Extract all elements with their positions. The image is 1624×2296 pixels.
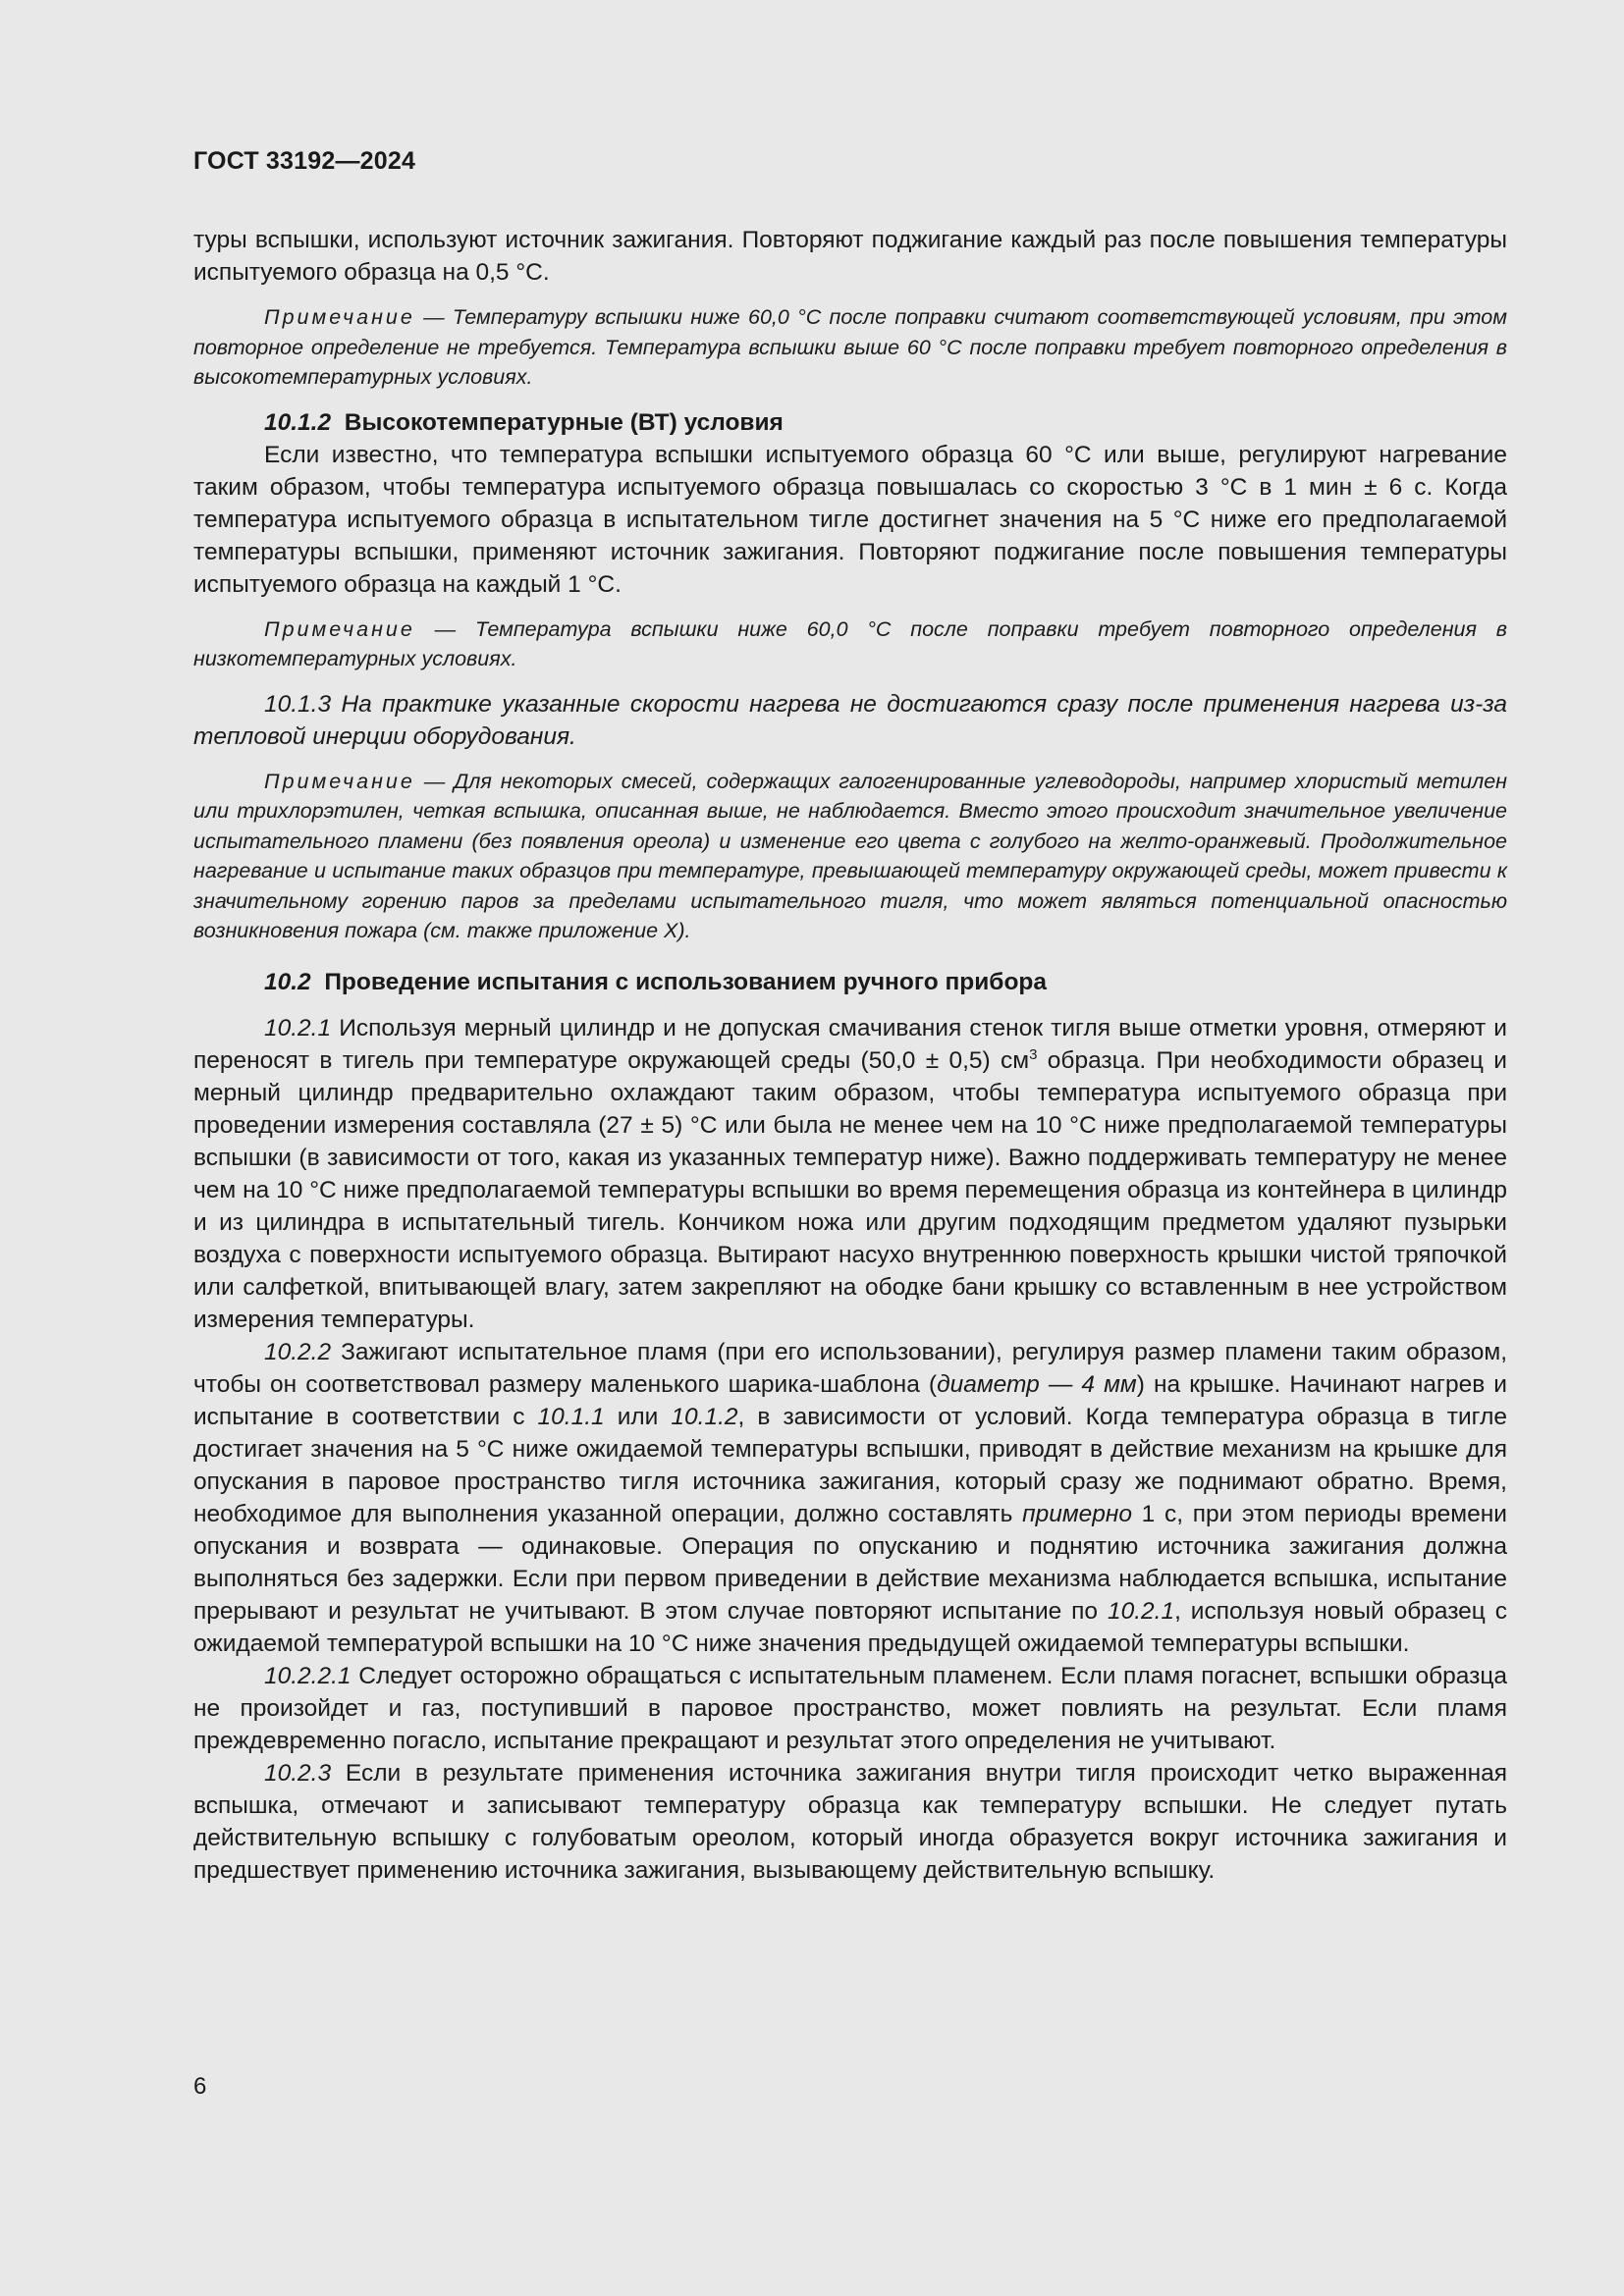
paragraph-10-2-2: [193, 1336, 1507, 1660]
clause-text: Зажигают испытательное пламя (при его использовании), регулируя размер пламени таким образом, чтобы он соответствовал размеру маленького шарика-шаблона (: [193, 1338, 1507, 1398]
section-number: 10.2: [264, 968, 311, 995]
diameter-note: диаметр — 4 мм: [937, 1370, 1137, 1398]
clause-number: 10.2.2: [264, 1338, 332, 1365]
section-10-2-heading: [193, 966, 1507, 998]
note-label: Примечание: [264, 305, 415, 329]
cross-reference: 10.2.1: [1107, 1597, 1175, 1625]
paragraph-10-2-2-1: [193, 1660, 1507, 1757]
section-title: Проведение испытания с использованием ручного прибора: [324, 968, 1047, 995]
clause-number: 10.2.2.1: [264, 1662, 352, 1689]
document-header: ГОСТ 33192—2024: [193, 147, 416, 175]
emphasis: примерно: [1022, 1500, 1132, 1527]
note-2: [193, 614, 1507, 674]
note-1: [193, 302, 1507, 393]
paragraph-10-2-3: [193, 1757, 1507, 1887]
clause-text: Следует осторожно обращаться с испытательным пламенем. Если пламя погаснет, вспышки образца не произойдет и газ, поступивший в паровое пространство, может повлиять на результат. Если пламя преждевременно погасло, испытание прекращают и результат этого определения не учитывают.: [193, 1662, 1507, 1754]
note-3-text: — Для некоторых смесей, содержащих галогенированные углеводороды, например хлористый метилен или трихлорэтилен, четкая вспышка, описанная выше, не наблюдается. Вместо этого происходит значительное увеличение испытательного пламени (без появления ореола) и изменение его цвета с голубого на желто-оранжевый. Продолжительное нагревание и испытание таких образцов при температуре, превышающей температуру окружающей среды, может привести к значительному горению паров за пределами испытательного тигля, что может являться потенциальной опасностью возникновения пожара (см. также приложение X).: [193, 769, 1507, 942]
clause-number: 10.2.1: [264, 1014, 332, 1041]
note-3: [193, 767, 1507, 946]
section-title: Высокотемпературные (ВТ) условия: [344, 408, 784, 436]
clause-number: 10.2.3: [264, 1759, 332, 1787]
paragraph-continuation: туры вспышки, используют источник зажигания. Повторяют поджигание каждый раз после повышения температуры испытуемого образца на 0,5 °С.: [193, 227, 1507, 286]
note-label: Примечание: [264, 616, 415, 641]
note-label: Примечание: [264, 769, 415, 793]
cross-reference: 10.1.1: [537, 1403, 605, 1430]
clause-text: , в зависимости от условий. Когда температура образца в тигле достигает значения на 5 °С ниже ожидаемой температуры вспышки, приводят в действие механизм на крышке для опускания в паровое пространство тигля источника зажигания, который сразу же поднимают обратно. Время, необходимое для выполнения указанной операции, должно составлять: [193, 1403, 1508, 1527]
superscript: 3: [1029, 1045, 1038, 1063]
paragraph-10-1-3: 10.1.3 На практике указанные скорости нагрева не достигаются сразу после применения нагрева из-за тепловой инерции оборудования.: [193, 690, 1507, 750]
clause-text: 1 с, при этом периоды времени опускания и возврата — одинаковые. Операция по опусканию и поднятию источника зажигания должна выполняться без задержки. Если при первом приведении в действие механизма наблюдается вспышка, испытание прерывают и результат не учитывают. В этом случае повторяют испытание по: [193, 1500, 1507, 1625]
clause-text: образца. При необходимости образец и мерный цилиндр предварительно охлаждают таким образом, чтобы температура испытуемого образца при проведении измерения составляла (27 ± 5) °С или была не менее чем на 10 °С ниже предполагаемой температуры вспышки (в зависимости от того, какая из указанных температур ниже). Важно поддерживать температуру не менее чем на 10 °С ниже предполагаемой температуры вспышки во время перемещения образца из контейнера в цилиндр и из цилиндра в испытательный тигель. Кончиком ножа или другим подходящим предметом удаляют пузырьки воздуха с поверхности испытуемого образца. Вытирают насухо внутреннюю поверхность крышки чистой тряпочкой или салфеткой, впитывающей влагу, затем закрепляют на ободке бани крышку со вставленным в нее устройством измерения температуры.: [193, 1046, 1507, 1333]
section-10-1-2-heading: [193, 406, 1507, 439]
clause-text: , используя новый образец с ожидаемой температурой вспышки на 10 °С ниже значения предыдущей ожидаемой температуры вспышки.: [193, 1597, 1507, 1657]
cross-reference: 10.1.2: [671, 1403, 738, 1430]
paragraph-10-2-1: [193, 1012, 1507, 1336]
clause-text: или: [604, 1403, 672, 1430]
page-number: 6: [193, 2073, 207, 2100]
note-1-text: — Температуру вспышки ниже 60,0 °С после поправки считают соответствующей условиям, при этом повторное определение не требуется. Температура вспышки выше 60 °С после поправки требует повторного определения в высокотемпературных условиях.: [193, 305, 1507, 389]
clause-text: Если в результате применения источника зажигания внутри тигля происходит четко выраженная вспышка, отмечают и записывают температуру образца как температуру вспышки. Не следует путать действительную вспышку с голубоватым ореолом, который иногда образуется вокруг источника зажигания и предшествует применению источника зажигания, вызывающему действительную вспышку.: [193, 1759, 1507, 1884]
section-number: 10.1.2: [264, 408, 332, 436]
document-body: [193, 224, 1507, 1887]
clause-text: Используя мерный цилиндр и не допуская смачивания стенок тигля выше отметки уровня, отмеряют и переносят в тигель при температуре окружающей среды (50,0 ± 0,5) см: [193, 1014, 1507, 1074]
paragraph-10-1-2: Если известно, что температура вспышки испытуемого образца 60 °С или выше, регулируют нагревание таким образом, чтобы температура испытуемого образца повышалась со скоростью 3 °С в 1 мин ± 6 с. Когда температура испытуемого образца в испытательном тигле достигнет значения на 5 °С ниже его предполагаемой температуры вспышки, применяют источник зажигания. Повторяют поджигание после повышения температуры испытуемого образца на каждый 1 °С.: [193, 441, 1507, 598]
clause-text: ) на крышке. Начинают нагрев и испытание в соответствии с: [193, 1370, 1507, 1430]
note-2-text: — Температура вспышки ниже 60,0 °С после поправки требует повторного определения в низкотемпературных условиях.: [193, 616, 1507, 670]
